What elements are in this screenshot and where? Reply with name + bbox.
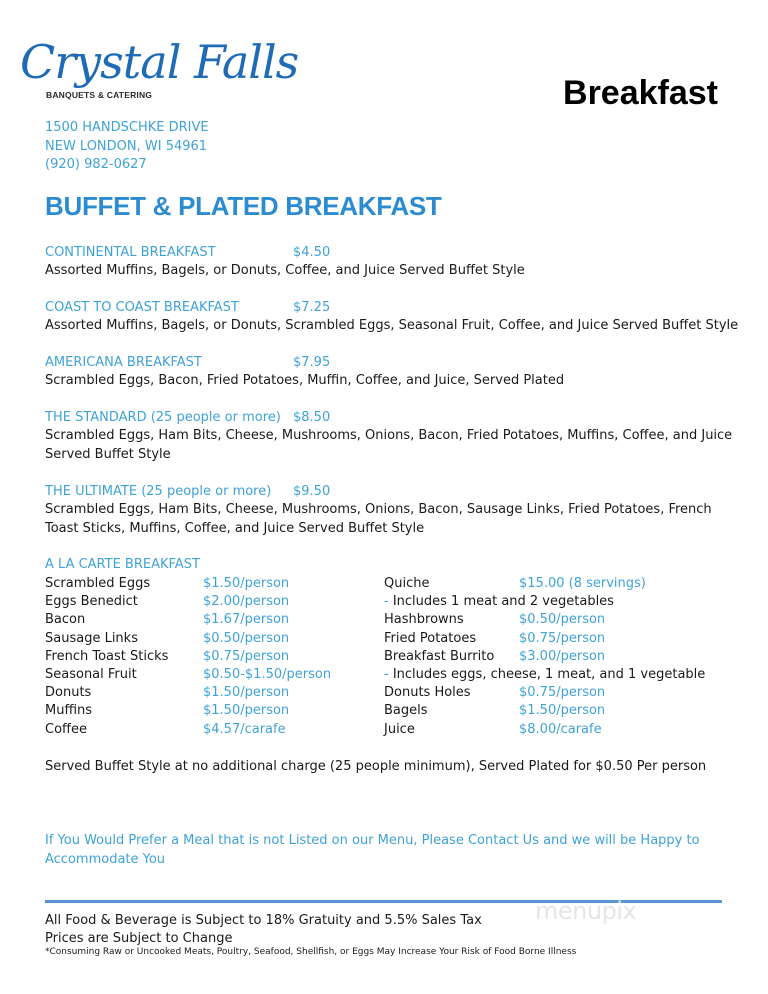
item-price: $0.75/person	[519, 685, 606, 701]
menu-item-standard	[45, 409, 745, 464]
item-name: Quiche	[384, 576, 430, 591]
item-name: Donuts	[45, 685, 92, 701]
item-name: Scrambled Eggs	[45, 576, 151, 591]
menu-item-description: Scrambled Eggs, Bacon, Fried Potatoes, Muffin, Coffee, and Juice, Served Plated	[45, 373, 565, 388]
list-item	[45, 702, 365, 720]
list-item	[45, 721, 365, 739]
footer-gratuity: All Food & Beverage is Subject to 18% Gratuity and 5.5% Sales Tax	[45, 913, 482, 928]
logo-tagline: BANQUETS & CATERING	[46, 90, 153, 100]
item-price: $0.50-$1.50/person	[203, 666, 332, 682]
item-price: $0.50/person	[519, 612, 606, 628]
list-item	[45, 575, 365, 593]
menu-item-price: $4.50	[293, 245, 331, 260]
section-title: BUFFET & PLATED BREAKFAST	[45, 191, 442, 221]
item-price: $1.50/person	[203, 576, 290, 591]
address-phone: (920) 982-0627	[45, 157, 147, 172]
menu-item-americana	[45, 354, 745, 391]
item-price: $4.57/carafe	[203, 721, 286, 737]
item-price: $0.75/person	[519, 630, 606, 646]
footer-prices: Prices are Subject to Change	[45, 931, 233, 946]
list-item	[384, 611, 754, 629]
item-price: $8.00/carafe	[519, 721, 602, 737]
list-item	[384, 648, 754, 666]
menu-item-ultimate	[45, 483, 745, 538]
address-street: 1500 HANDSCHKE DRIVE	[45, 120, 209, 135]
item-name: French Toast Sticks	[45, 648, 169, 664]
footer	[45, 912, 482, 948]
list-item	[45, 684, 365, 702]
menu-item-price: $7.95	[293, 355, 331, 370]
item-name: Hashbrowns	[384, 612, 464, 628]
item-price: $15.00 (8 servings)	[519, 576, 646, 591]
item-price: $1.50/person	[203, 703, 290, 719]
item-note: Includes eggs, cheese, 1 meat, and 1 vegetable	[392, 666, 706, 682]
address-city: NEW LONDON, WI 54961	[45, 138, 208, 154]
menu-item-name: CONTINENTAL BREAKFAST	[45, 245, 216, 260]
list-item	[45, 648, 365, 666]
contact-note: If You Would Prefer a Meal that is not Listed on our Menu, Please Contact Us and we will be Happy to Accommodate You	[45, 833, 700, 867]
menu-item-name: COAST TO COAST BREAKFAST	[45, 300, 239, 315]
list-item	[384, 702, 754, 720]
menu-item-price: $7.25	[293, 300, 331, 315]
menu-item-name: THE ULTIMATE (25 people or more)	[45, 484, 272, 499]
list-item	[384, 684, 754, 702]
item-name: Coffee	[45, 721, 87, 737]
item-note: Includes 1 meat and 2 vegetables	[392, 594, 614, 610]
item-name: Donuts Holes	[384, 685, 471, 701]
item-price: $1.67/person	[203, 612, 290, 628]
buffet-note: Served Buffet Style at no additional charge (25 people minimum), Served Plated for $0.50 Per person	[45, 759, 707, 774]
menu-item-description: Scrambled Eggs, Ham Bits, Cheese, Mushrooms, Onions, Bacon, Fried Potatoes, Muffins, Coffee, and Juice Served Buffet Style	[45, 428, 733, 462]
note-dash: -	[384, 666, 393, 682]
list-item-note	[384, 593, 754, 611]
menu-item-description: Assorted Muffins, Bagels, or Donuts, Scrambled Eggs, Seasonal Fruit, Coffee, and Juice Served Buffet Style	[45, 318, 739, 333]
item-name: Seasonal Fruit	[45, 666, 137, 682]
item-price: $0.75/person	[203, 648, 290, 664]
item-name: Bagels	[384, 703, 428, 719]
item-price: $3.00/person	[519, 648, 606, 664]
list-item	[45, 593, 365, 611]
list-item	[384, 721, 754, 739]
menu-item-continental	[45, 244, 745, 281]
item-price: $1.50/person	[203, 685, 290, 701]
item-name: Breakfast Burrito	[384, 648, 495, 664]
menu-item-name: AMERICANA BREAKFAST	[45, 355, 202, 370]
item-price: $1.50/person	[519, 703, 606, 719]
watermark: menupix	[535, 897, 637, 925]
list-item-note	[384, 666, 754, 684]
logo-name: Crystal Falls	[20, 35, 299, 89]
item-price: $0.50/person	[203, 630, 290, 646]
list-item	[384, 630, 754, 648]
menu-item-name: THE STANDARD (25 people or more)	[45, 410, 281, 425]
item-name: Sausage Links	[45, 630, 138, 646]
a-la-carte-left-column	[45, 575, 365, 739]
list-item	[45, 630, 365, 648]
list-item	[45, 611, 365, 629]
item-name: Fried Potatoes	[384, 630, 477, 646]
menu-item-description: Assorted Muffins, Bagels, or Donuts, Coffee, and Juice Served Buffet Style	[45, 263, 525, 278]
note-dash: -	[384, 594, 393, 610]
item-name: Juice	[384, 721, 415, 737]
menu-item-coast-to-coast	[45, 299, 745, 336]
page-title: Breakfast	[563, 74, 718, 112]
item-name: Muffins	[45, 703, 93, 719]
item-name: Bacon	[45, 612, 86, 628]
item-price: $2.00/person	[203, 594, 290, 610]
item-name: Eggs Benedict	[45, 594, 138, 610]
crystal-falls-logo	[20, 34, 299, 106]
menu-item-price: $9.50	[293, 484, 331, 499]
list-item	[384, 575, 754, 593]
list-item	[45, 666, 365, 684]
menu-item-description: Scrambled Eggs, Ham Bits, Cheese, Mushrooms, Onions, Bacon, Sausage Links, Fried Potatoes, French Toast Sticks, Muffins, Coffee, and Juice Served Buffet Style	[45, 502, 712, 536]
a-la-carte-right-column	[384, 575, 754, 739]
footnote: *Consuming Raw or Uncooked Meats, Poultry, Seafood, Shellfish, or Eggs May Increase Your Risk of Food Borne Illness	[45, 947, 577, 957]
address-block	[45, 119, 209, 175]
a-la-carte-heading: A LA CARTE BREAKFAST	[45, 557, 200, 572]
menu-item-price: $8.50	[293, 410, 331, 425]
